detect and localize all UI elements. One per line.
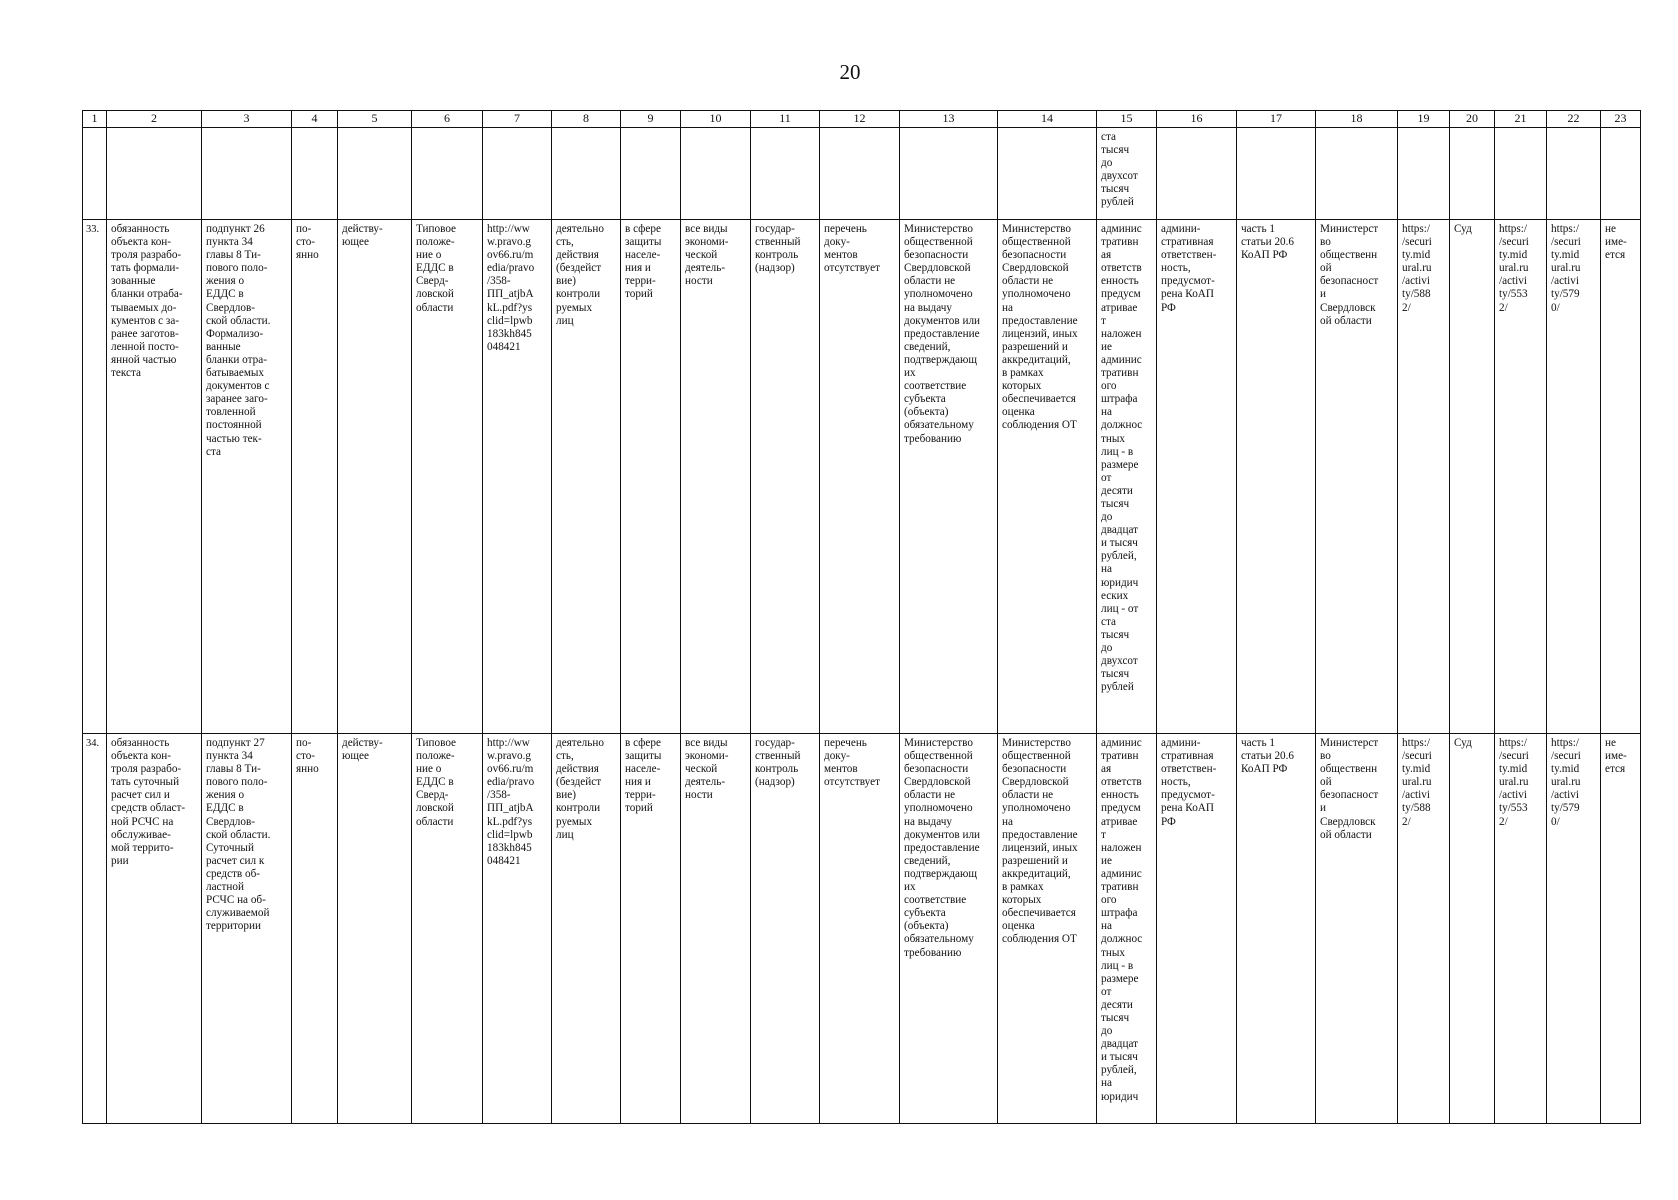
table-cell-documents: перечень доку- ментов отсутствует: [820, 220, 900, 734]
table-cell-availability: не име- ется: [1601, 734, 1641, 1124]
column-number: 9: [621, 111, 681, 128]
requirements-table: [82, 110, 1641, 1124]
column-number: 14: [998, 111, 1097, 128]
column-number-row: [83, 111, 1641, 128]
table-cell-documents-authority: Министерство общественной безопасности Свердловской области не уполномочено на выдачу документов или предоставление сведений, подтверждающ их соответствие субъекта (объекта) обязательному требованию: [900, 734, 998, 1124]
column-number: 11: [751, 111, 820, 128]
table-cell-licensing: Министерство общественной безопасности Свердловской области не уполномочено на предоставление лицензий, иных разрешений и аккредитаций, в рамках которых обеспечивается оценка соблюдения ОТ: [998, 220, 1097, 734]
table-cell-activity: все виды экономи- ческой деятель- ности: [681, 220, 751, 734]
table-cell-url: https:/ /securi ty.mid ural.ru /activi ty/553 2/: [1495, 734, 1547, 1124]
table-cell-link: http://ww w.pravo.g ov66.ru/m edia/pravo /358- ПП_atjbA kL.pdf?ys clid=lpwb 183kh845 048421: [483, 220, 552, 734]
table-cell-object: деятельно сть, действия (бездейст вие) контроли руемых лиц: [552, 734, 621, 1124]
table-cell-liability: админи- стративная ответствен- ность, предусмот- рена КоАП РФ: [1157, 220, 1237, 734]
column-number: 15: [1097, 111, 1157, 128]
table-row: [83, 734, 1641, 1124]
table-cell-url: https:/ /securi ty.mid ural.ru /activi ty/588 2/: [1398, 220, 1450, 734]
table-cell-article: часть 1 статьи 20.6 КоАП РФ: [1237, 220, 1316, 734]
table-cell-penalty: админис тративн ая ответств енность предусм атривае т наложен ие админис тративн ого штрафа на должнос тных лиц - в размере от десяти тысяч до двадцат и тысяч рублей, на юридич: [1101, 737, 1143, 1103]
column-number: 5: [338, 111, 412, 128]
table-cell-liability: админи- стративная ответствен- ность, предусмот- рена КоАП РФ: [1157, 734, 1237, 1124]
column-number: 8: [552, 111, 621, 128]
table-cell-act: Типовое положе- ние о ЕДДС в Сверд- ловской области: [412, 220, 483, 734]
table-cell-penalty: админис тративн ая ответств енность предусм атривае т наложен ие админис тративн ого штрафа на должнос тных лиц - в размере от десяти тысяч до двадцат и тысяч рублей, на юридич еских лиц - от ста тысяч до двухсот тысяч рублей: [1097, 220, 1157, 734]
table-cell-period: по- сто- янно: [292, 220, 338, 734]
table-cell-requirement: обязанность объекта кон- троля разрабо- тать суточный расчет сил и средств област- ной РСЧС на обслуживае- мой террито- рии: [107, 734, 202, 1124]
table-cell-authority: Министерст во общественн ой безопасност и Свердловск ой области: [1316, 734, 1398, 1124]
table-cell-court: Суд: [1450, 220, 1495, 734]
table-cell-documents-authority: Министерство общественной безопасности Свердловской области не уполномочено на выдачу документов или предоставление сведений, подтверждающ их соответствие субъекта (объекта) обязательному требованию: [900, 220, 998, 734]
table-cell-url: https:/ /securi ty.mid ural.ru /activi ty/553 2/: [1495, 220, 1547, 734]
table-cell-requirement: обязанность объекта кон- троля разрабо- тать формали- зованные бланки отраба- тываемых до- кументов с за- ранее заготов- ленной посто- янной частью текста: [107, 220, 202, 734]
table-cell-legal-basis: подпункт 27 пункта 34 главы 8 Ти- пового поло- жения о ЕДДС в Свердлов- ской области. Суточный расчет сил к средств об- ластной РСЧС на об- служиваемой территории: [202, 734, 292, 1124]
table-cell-sphere: в сфере защиты населе- ния и терри- торий: [621, 734, 681, 1124]
table-row: [83, 220, 1641, 734]
table-cell-url: https:/ /securi ty.mid ural.ru /activi ty/579 0/: [1547, 220, 1601, 734]
column-number: 1: [83, 111, 107, 128]
table-cell-activity: все виды экономи- ческой деятель- ности: [681, 734, 751, 1124]
column-number: 13: [900, 111, 998, 128]
table-cell-court: Суд: [1450, 734, 1495, 1124]
column-number: 3: [202, 111, 292, 128]
page-number: 20: [839, 60, 861, 84]
table-cell-penalty: ста тысяч до двухсот тысяч рублей: [1097, 128, 1157, 220]
column-number: 21: [1495, 111, 1547, 128]
table-cell-legal-basis: подпункт 26 пункта 34 главы 8 Ти- пового поло- жения о ЕДДС в Свердлов- ской области. Формализо- ванные бланки отра- батываемых документов с заранее заго- товленной постоянной частью тек- ста: [202, 220, 292, 734]
column-number: 4: [292, 111, 338, 128]
table-cell-control-type: государ- ственный контроль (надзор): [751, 734, 820, 1124]
column-number: 19: [1398, 111, 1450, 128]
table-cell-status: действу- ющее: [338, 734, 412, 1124]
table-cell-act: Типовое положе- ние о ЕДДС в Сверд- ловской области: [412, 734, 483, 1124]
table-cell-period: по- сто- янно: [292, 734, 338, 1124]
column-number: 23: [1601, 111, 1641, 128]
column-number: 12: [820, 111, 900, 128]
column-number: 16: [1157, 111, 1237, 128]
table-cell-control-type: государ- ственный контроль (надзор): [751, 220, 820, 734]
row-number: 34.: [83, 734, 107, 1124]
column-number: 10: [681, 111, 751, 128]
row-number: 33.: [83, 220, 107, 734]
column-number: 2: [107, 111, 202, 128]
column-number: 22: [1547, 111, 1601, 128]
table-cell-documents: перечень доку- ментов отсутствует: [820, 734, 900, 1124]
table-cell-url: https:/ /securi ty.mid ural.ru /activi ty/588 2/: [1398, 734, 1450, 1124]
table-cell-url: https:/ /securi ty.mid ural.ru /activi ty/579 0/: [1547, 734, 1601, 1124]
table-cell-status: действу- ющее: [338, 220, 412, 734]
table-cell-link: http://ww w.pravo.g ov66.ru/m edia/pravo /358- ПП_atjbA kL.pdf?ys clid=lpwb 183kh845 048421: [483, 734, 552, 1124]
table-cell-object: деятельно сть, действия (бездейст вие) контроли руемых лиц: [552, 220, 621, 734]
table-cell-sphere: в сфере защиты населе- ния и терри- торий: [621, 220, 681, 734]
table-cell-authority: Министерст во общественн ой безопасност и Свердловск ой области: [1316, 220, 1398, 734]
column-number: 17: [1237, 111, 1316, 128]
table-cell-availability: не име- ется: [1601, 220, 1641, 734]
column-number: 20: [1450, 111, 1495, 128]
column-number: 18: [1316, 111, 1398, 128]
table-cell-article: часть 1 статьи 20.6 КоАП РФ: [1237, 734, 1316, 1124]
table-cell-licensing: Министерство общественной безопасности Свердловской области не уполномочено на предоставление лицензий, иных разрешений и аккредитаций, в рамках которых обеспечивается оценка соблюдения ОТ: [998, 734, 1097, 1124]
column-number: 6: [412, 111, 483, 128]
continuation-row: [83, 128, 1641, 220]
column-number: 7: [483, 111, 552, 128]
